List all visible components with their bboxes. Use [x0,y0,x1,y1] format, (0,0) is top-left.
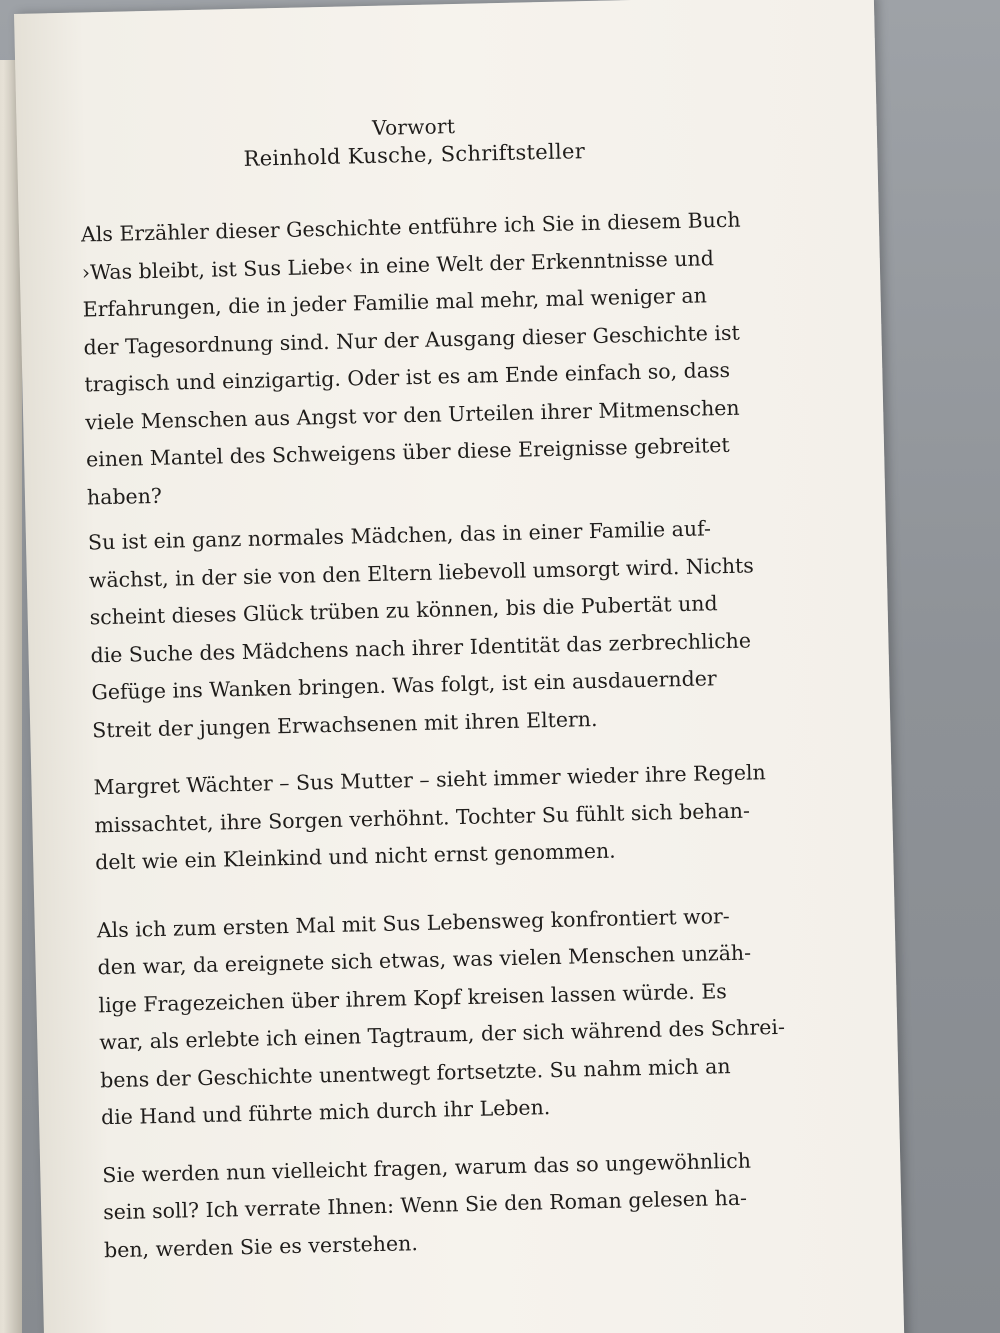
body-text [80,202,786,1269]
text-line: missachtet, ihre Sorgen verhöhnt. Tochter Su fühlt sich behan- [94,798,751,837]
text-line: lige Fragezeichen über ihrem Kopf kreisen lassen würde. Es [98,978,728,1017]
text-line: Streit der jungen Erwachsenen mit ihren Eltern. [91,706,598,742]
paragraph-4 [96,898,786,1137]
text-line: ben, werden Sie es verstehen. [103,1230,419,1262]
text-line: ›Was bleibt, ist Sus Liebe‹ in eine Welt der Erkenntnisse und [81,245,715,285]
text-line: der Tagesordnung sind. Nur der Ausgang dieser Geschichte ist [83,320,740,360]
paragraph-5 [102,1143,752,1270]
text-line: haben? [86,483,163,509]
text-line: Als Erzähler dieser Geschichte entführe ich Sie in diesem Buch [80,207,741,247]
page-heading [118,106,709,175]
page-subtitle: Reinhold Kusche, Schriftsteller [243,139,586,171]
text-line: Margret Wächter – Sus Mutter – sieht immer wieder ihre Regeln [93,760,766,800]
text-line: die Hand und führte mich durch ihr Leben. [100,1095,551,1130]
text-line: bens der Geschichte unentwegt fortsetzte. Su nahm mich an [99,1053,731,1092]
text-line: scheint dieses Glück trüben zu können, bis die Pubertät und [89,591,718,630]
text-line: die Suche des Mädchens nach ihrer Identität das zerbrechliche [90,627,752,667]
book-page [14,0,906,1333]
text-line: wächst, in der sie von den Eltern liebevoll umsorgt wird. Nichts [88,552,755,592]
text-line: Als ich zum ersten Mal mit Sus Lebensweg konfrontiert wor- [96,903,730,942]
text-line: Sie werden nun vielleicht fragen, warum das so ungewöhnlich [102,1148,752,1187]
text-line: tragisch und einzigartig. Oder ist es am Ende einfach so, dass [84,357,731,397]
text-line: delt wie ein Kleinkind und nicht ernst genommen. [94,838,616,875]
text-line: Gefüge ins Wanken bringen. Was folgt, ist ein ausdauernder [91,666,717,705]
text-line: viele Menschen aus Angst vor den Urteilen ihrer Mitmenschen [85,395,740,434]
page-title: Vorwort [371,114,456,140]
text-line: den war, da ereignete sich etwas, was vielen Menschen unzäh- [97,940,752,980]
text-line: Erfahrungen, die in jeder Familie mal mehr, mal weniger an [82,283,708,322]
paragraph-3 [93,755,766,882]
text-line: war, als erlebte ich einen Tagtraum, der sich während des Schrei- [99,1014,786,1055]
paragraph-1 [80,202,741,516]
page-content [78,106,786,1269]
text-line: sein soll? Ich verrate Ihnen: Wenn Sie den Roman gelesen ha- [102,1185,748,1225]
text-line: Su ist ein ganz normales Mädchen, das in einer Familie auf- [87,516,712,555]
text-line: einen Mantel des Schweigens über diese Ereignisse gebreitet [85,432,730,472]
paragraph-2 [87,510,755,749]
